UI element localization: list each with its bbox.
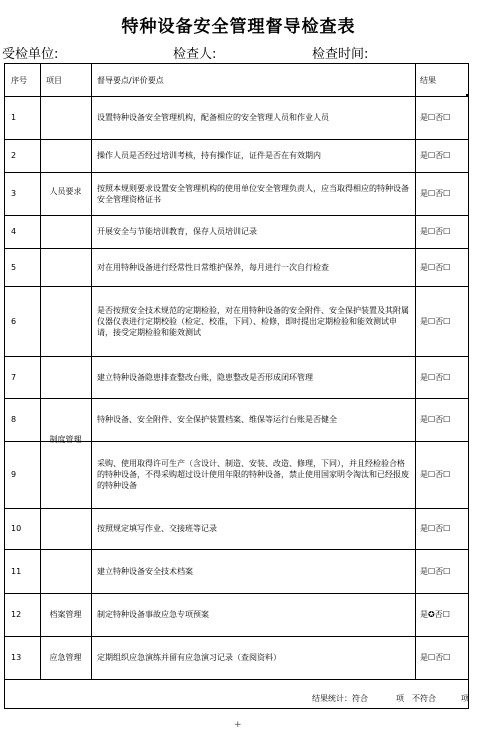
row-result[interactable]: 是☐否☐: [420, 524, 451, 533]
row-num: 8: [11, 415, 17, 424]
row-num: 5: [11, 262, 17, 272]
row-result[interactable]: 是☐否☐: [420, 415, 451, 424]
row-point: 制定特种设备事故应急专项预案: [97, 610, 209, 619]
row-point: 按照本规则要求设置安全管理机构的使用单位安全管理负责人，应当取得相应的特种设备安全管理资格证书: [97, 183, 409, 204]
header-item: 项目: [46, 75, 62, 85]
group-system: 制度管理: [49, 435, 82, 444]
row-point: 是否按照安全技术规范的定期检验，对在用特种设备的安全附件、安全保护装置及其附属仪器仪表进行定期校验（检定、校准，下同）、检修，即时提出定期检验和能效测试申请，接受定期检验和能效测试: [97, 305, 409, 337]
row-result[interactable]: 是☐否☐: [420, 151, 451, 160]
row-point: 建立特种设备隐患排查整改台账，隐患整改是否形成闭环管理: [97, 372, 313, 382]
row-point: 操作人员是否经过培训考核，持有操作证，证件是否在有效期内: [97, 151, 321, 160]
page-title: 特种设备安全管理督导检查表: [121, 17, 356, 37]
header-point: 督导要点/评价要点: [97, 75, 164, 85]
row-result[interactable]: 是☐否☐: [420, 316, 451, 326]
row-result[interactable]: 是☐否☐: [420, 372, 451, 382]
row-result[interactable]: 是☐否☐: [420, 113, 451, 122]
row-num: 10: [11, 524, 22, 533]
page-ruler: [0, 720, 477, 731]
row-num: 7: [11, 372, 17, 382]
row-point: 开展安全与节能培训教育，保存人员培训记录: [97, 227, 257, 236]
header-num: 序号: [11, 75, 27, 85]
row-num: 1: [11, 113, 17, 122]
row-result[interactable]: 是✪否☐: [420, 610, 450, 619]
row-result[interactable]: 是☐否☐: [420, 566, 451, 576]
row-point: 对在用特种设备进行经常性日常维护保养，每月进行一次自行检查: [97, 262, 329, 272]
row-result[interactable]: 是☐否☐: [420, 262, 451, 272]
summary-nonconform-label: 不符合: [412, 694, 436, 703]
header-result: 结果: [420, 75, 436, 85]
group-personnel: 人员要求: [49, 186, 82, 196]
row-point: 定期组织应急演练并留有应急演习记录（查阅资料）: [97, 653, 281, 662]
corner-mark: [466, 94, 469, 97]
row-point: 按照规定填写作业、交接班等记录: [97, 524, 217, 533]
group-emergency: 应急管理: [49, 653, 82, 662]
row-num: 3: [11, 189, 17, 198]
summary-item-unit: 项: [396, 694, 404, 703]
row-result[interactable]: 是☐否☐: [420, 653, 451, 662]
result-summary: [0, 693, 477, 705]
row-point: 特种设备、安全附件、安全保护装置档案、维保等运行台账是否健全: [97, 415, 337, 424]
row-num: 13: [11, 653, 22, 662]
row-result[interactable]: 是☐否☐: [420, 189, 451, 198]
row-result[interactable]: 是☐否☐: [420, 470, 451, 479]
row-num: 11: [11, 566, 22, 576]
inspected-unit-label: 受检单位:: [2, 47, 59, 62]
summary-conform-label: 结果统计：符合: [312, 694, 368, 703]
check-time-label: 检查时间:: [312, 47, 369, 62]
row-num: 4: [11, 227, 17, 236]
row-num: 6: [11, 316, 17, 326]
inspection-table: [4, 63, 469, 709]
group-archive: 档案管理: [49, 610, 82, 619]
row-point: 采购、使用取得许可生产（含设计、制造、安装、改造、修理，下同），并且经检验合格的特种设备，不得采购超过设计使用年限的特种设备，禁止使用国家明令淘汰和已经报废的特种设备: [97, 459, 409, 490]
ruler-cross-icon: +: [234, 720, 242, 730]
row-point: 设置特种设备安全管理机构，配备相应的安全管理人员和作业人员: [97, 113, 329, 122]
row-point: 建立特种设备安全技术档案: [97, 566, 193, 576]
row-num: 12: [11, 610, 22, 619]
row-result[interactable]: 是☐否☐: [420, 227, 451, 236]
row-num: 9: [11, 470, 17, 479]
summary-item-unit-2: 项: [461, 694, 469, 703]
inspector-label: 检查人:: [173, 47, 217, 62]
info-row: [0, 43, 477, 61]
row-num: 2: [11, 151, 17, 160]
